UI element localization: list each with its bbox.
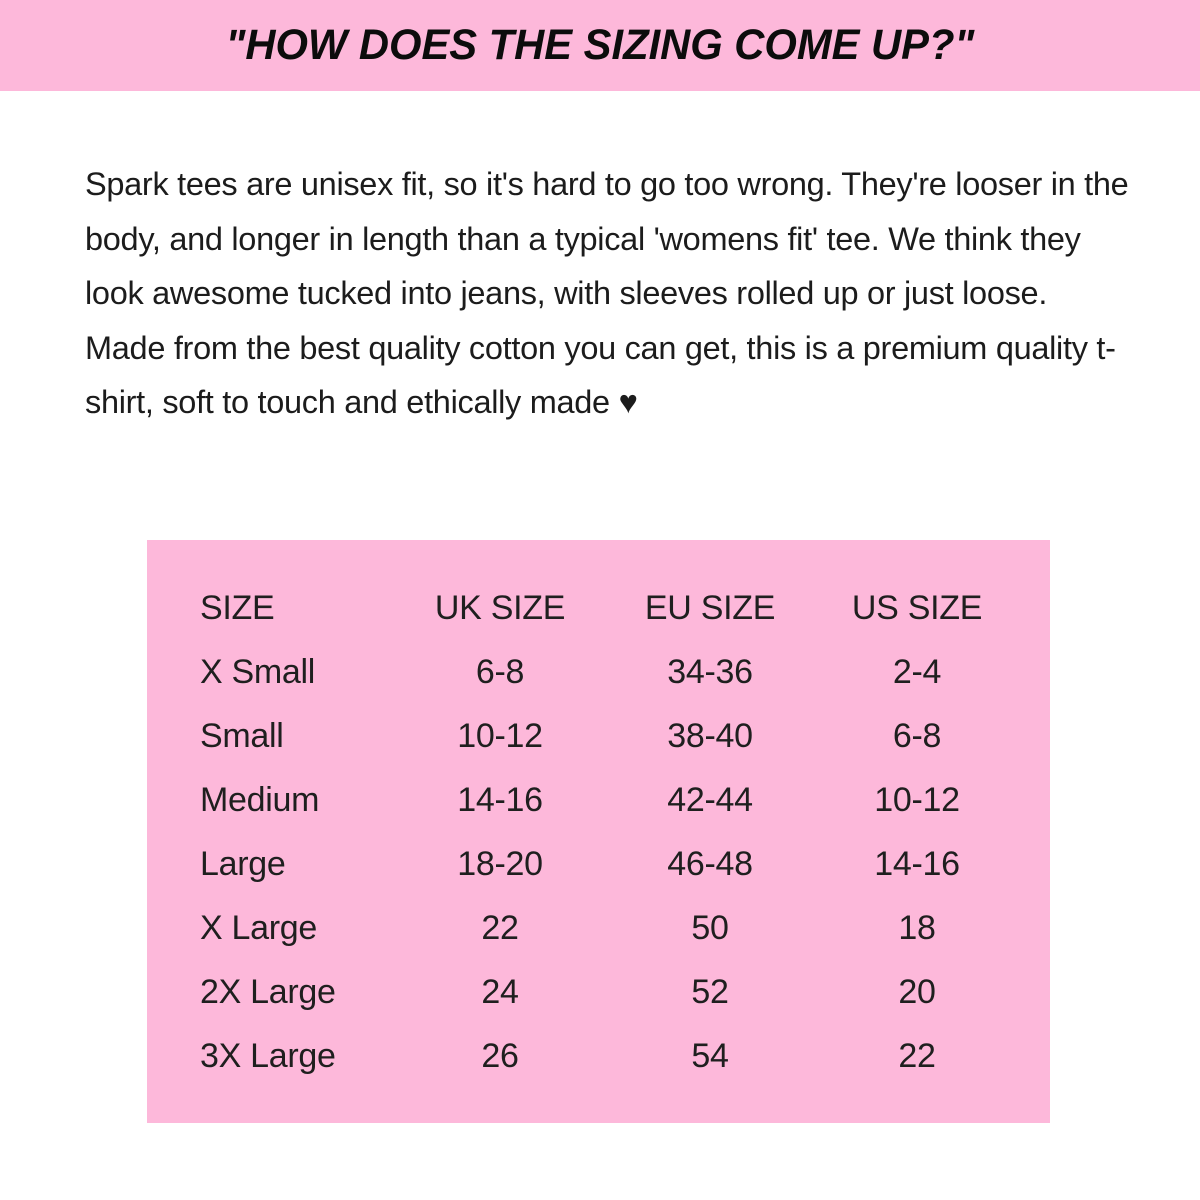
size-value: 18-20 [457,844,543,883]
size-chart-grid [147,540,1050,1088]
size-label: Large [200,844,286,883]
size-value: 2-4 [892,652,942,691]
size-label: 3X Large [200,1036,336,1075]
size-value: 14-16 [874,844,960,883]
size-value: 20 [898,972,936,1011]
size-value: 22 [481,908,519,947]
size-value: 34-36 [667,652,753,691]
size-value: 42-44 [667,780,753,819]
size-value: 6-8 [892,716,942,755]
size-value: 14-16 [457,780,543,819]
size-label: X Large [200,908,317,947]
size-value: 38-40 [667,716,753,755]
size-label: Small [200,716,284,755]
size-label: 2X Large [200,972,336,1011]
column-header-uk-size: UK SIZE [434,588,566,627]
size-value: 54 [691,1036,729,1075]
size-chart [147,540,1050,1123]
column-header-us-size: US SIZE [851,588,983,627]
page-title: "HOW DOES THE SIZING COME UP?" [225,21,975,69]
header-banner [0,0,1200,91]
size-value: 24 [481,972,519,1011]
size-value: 46-48 [667,844,753,883]
size-value: 10-12 [874,780,960,819]
description-text: Spark tees are unisex fit, so it's hard to go too wrong. They're looser in the body, and longer in length than a typical 'womens fit' tee. We think they look awesome tucked into jeans, with sleeves rolled up or just loose. Made from the best quality cotton you can get, this is a premium quality t-shirt, soft to touch and ethically made ♥ [85,166,1129,420]
size-label: Medium [200,780,320,819]
column-header-eu-size: EU SIZE [644,588,776,627]
size-label: X Small [200,652,316,691]
size-value: 52 [691,972,729,1011]
size-value: 50 [691,908,729,947]
size-value: 22 [898,1036,936,1075]
column-header-size: SIZE [200,588,275,627]
size-value: 6-8 [475,652,525,691]
size-value: 10-12 [457,716,543,755]
size-value: 18 [898,908,936,947]
size-value: 26 [481,1036,519,1075]
